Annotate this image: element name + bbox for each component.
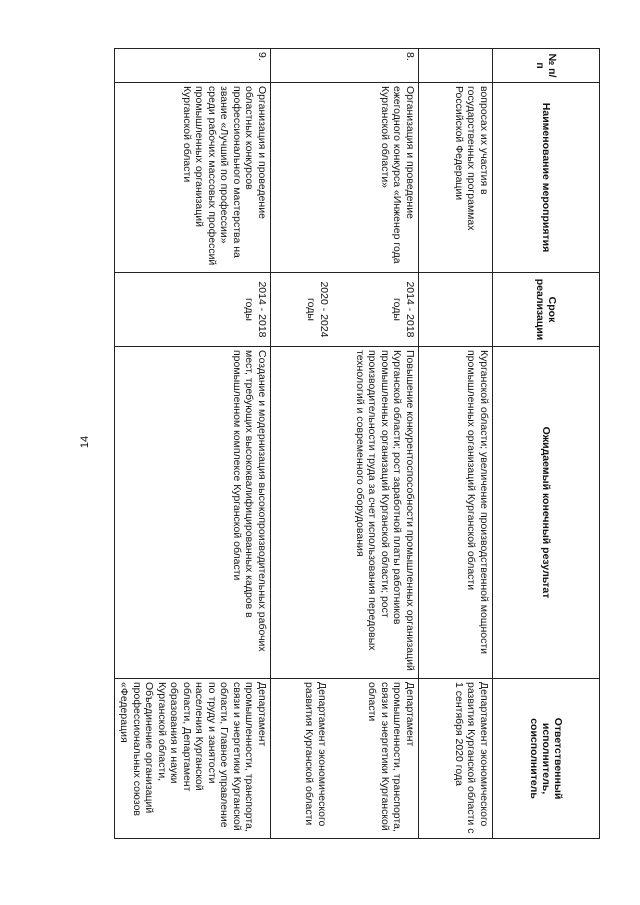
header-result: Ожидаемый конечный результат bbox=[493, 347, 600, 679]
row-responsible-1: Департамент промышленности, транспорта, связи и энергетики Курганской области bbox=[366, 682, 416, 832]
measures-table bbox=[114, 48, 600, 839]
row-term bbox=[419, 273, 493, 347]
row-responsible bbox=[419, 679, 493, 839]
row-name: вопросах их участия в государственных программах Российской Федерации bbox=[419, 83, 493, 273]
page-number: 14 bbox=[79, 435, 92, 449]
row-term-2: 2020 - 2024 годы bbox=[305, 281, 330, 338]
table-row bbox=[419, 49, 493, 839]
row-term-1: 2014 - 2018 годы bbox=[391, 281, 416, 338]
header-name: Наименование мероприятия bbox=[493, 83, 600, 273]
header-term: Срок реализации bbox=[493, 273, 600, 347]
row-term bbox=[115, 273, 271, 347]
row-term bbox=[271, 273, 419, 347]
row-name: Организация и проведение областных конкурсов профессионального мастерства на звание «Лучший по профессии» среди рабочих массовых профессий промышленных организаций Курганской области bbox=[115, 83, 271, 273]
row-responsible bbox=[271, 679, 419, 839]
row-result: Курганской области; увеличение производственной мощности промышленных организаций Курганской области bbox=[419, 347, 493, 679]
row-responsible-2: Департамент экономического развития Курганской области bbox=[303, 682, 328, 827]
row-responsible-1: Департамент экономического развития Курганской области с 1 сентября 2020 года bbox=[453, 682, 490, 834]
row-num: 8. bbox=[271, 49, 419, 83]
row-name: Организация и проведение ежегодного конкурса «Инженер года Курганской области» bbox=[271, 83, 419, 273]
row-num: 9. bbox=[115, 49, 271, 83]
table-row bbox=[115, 49, 271, 839]
row-num bbox=[419, 49, 493, 83]
row-term-1: 2014 - 2018 годы bbox=[243, 281, 268, 338]
row-responsible bbox=[115, 679, 271, 839]
table-header-row bbox=[493, 49, 600, 839]
row-result: Повышение конкурентоспособности промышленных организаций Курганской области; рост заработной платы работников промышленных организаций Курганской области; рост производительности труда за счет использования передовых технологий и современного оборудования bbox=[271, 347, 419, 679]
rotated-table-wrapper bbox=[115, 48, 600, 838]
row-responsible-1: Департамент промышленности, транспорта, связи и энергетики Курганской области, Главное управление по труду и занятости населения Курганской области, Департамент образования и науки Курганской области, Объединение организаций профессиональных союзов «Федерация bbox=[118, 682, 268, 832]
table-row bbox=[271, 49, 419, 839]
header-responsible: Ответственный исполнитель, соисполнитель bbox=[493, 679, 600, 839]
header-num: № п/п bbox=[493, 49, 600, 83]
row-result: Создание и модернизация высокопроизводительных рабочих мест, требующих высококвалифицированных кадров в промышленном комплексе Курганской области bbox=[115, 347, 271, 679]
